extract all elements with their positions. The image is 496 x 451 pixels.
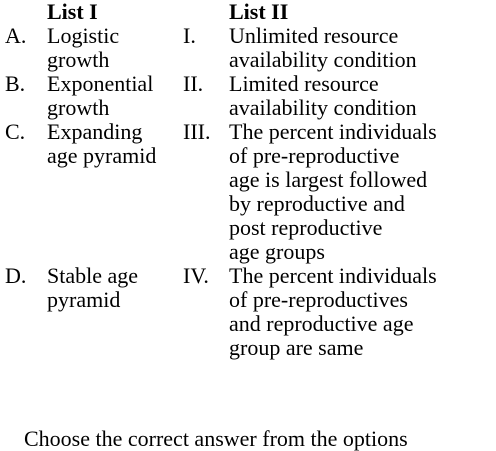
list-2-item-text: The percent individuals of pre-reproductives and reproductive age group are same	[229, 263, 437, 360]
item-numeral: III.	[183, 119, 211, 144]
list-1-item-text: Logistic growth	[47, 23, 120, 72]
item-numeral: I.	[183, 23, 196, 48]
question-instruction-partial: Choose the correct answer from the options	[24, 426, 408, 451]
list-1-item-text: Expanding age pyramid	[47, 119, 157, 168]
list-1-item-text: Stable age pyramid	[47, 263, 139, 312]
list-1-heading: List I	[47, 0, 98, 24]
item-numeral: IV.	[183, 263, 209, 288]
item-letter: A.	[5, 23, 27, 48]
item-letter: C.	[5, 119, 26, 144]
list-2-item-text: The percent individuals of pre-reproductive age is largest followed by reproductive and post reproductive age groups	[229, 119, 437, 264]
list-2-item-text: Unlimited resource availability condition	[229, 23, 417, 72]
list-2-item-text: Limited resource availability condition	[229, 71, 417, 120]
list-2-heading: List II	[229, 0, 289, 24]
item-letter: B.	[5, 71, 26, 96]
list-1-item-text: Exponential growth	[47, 71, 154, 120]
item-numeral: II.	[183, 71, 204, 96]
item-letter: D.	[5, 263, 27, 288]
